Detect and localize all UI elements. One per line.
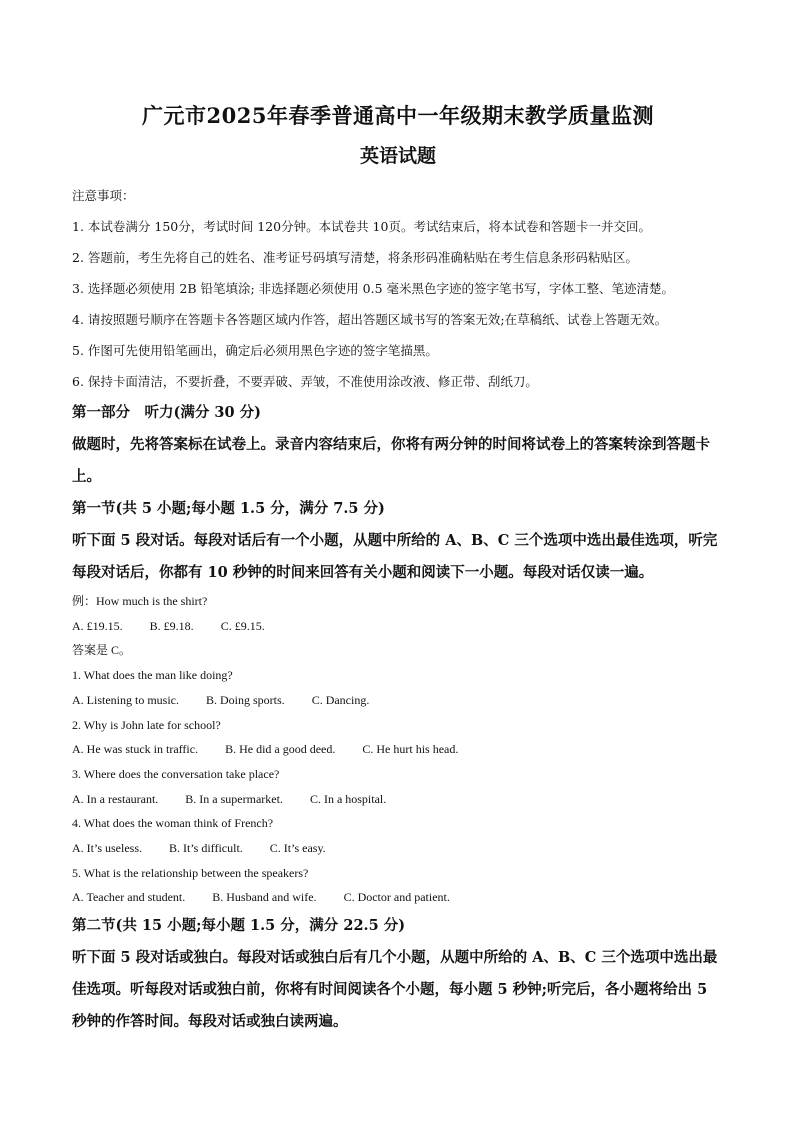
option-c: C. Dancing. [311,692,370,707]
question-1: 1. What does the man like doing? [72,668,233,683]
section2-heading: 第二节(共 15 小题;每小题 1.5 分，满分 22.5 分) [72,917,406,935]
notice-item-1: 1. 本试卷满分 150分，考试时间 120分钟。本试卷共 10页。考试结束后，将本试卷和答题卡一并交回。 [72,219,651,234]
option-c: C. In a hospital. [309,791,387,806]
question-2: 2. Why is John late for school? [72,717,221,732]
question-2-options [72,737,724,762]
question-5-options [72,885,724,910]
notice-block [72,180,724,397]
exam-page [72,100,724,1038]
option-c: C. Doctor and patient. [343,890,450,905]
option-a: A. He was stuck in traffic. [72,742,199,757]
example-answer: 答案是 C。 [72,643,132,658]
question-4: 4. What does the woman think of French? [72,816,274,831]
question-4-options [72,836,724,861]
section1-heading: 第一节(共 5 小题;每小题 1.5 分，满分 7.5 分) [72,500,385,517]
option-c: C. It’s easy. [269,841,326,856]
option-b: B. He did a good deed. [225,742,336,757]
option-a: A. Listening to music. [72,692,179,707]
part1-instruction: 做题时，先将答案标在试卷上。录音内容结束后，你将有两分钟的时间将试卷上的答案转涂到答题卡上。 [72,436,710,485]
notice-item-2: 2. 答题前，考生先将自己的姓名、准考证号码填写清楚，将条形码准确粘贴在考生信息条形码粘贴区。 [72,250,638,265]
option-b: B. Doing sports. [206,692,285,707]
option-b: B. In a supermarket. [185,791,283,806]
option-a: A. £19.15. [72,618,123,633]
notice-heading: 注意事项： [72,188,135,203]
option-a: A. In a restaurant. [72,791,159,806]
option-c: C. He hurt his head. [362,742,459,757]
question-1-options [72,688,724,713]
page-title: 广元市2025年春季普通高中一年级期末教学质量监测 [142,103,654,128]
option-b: B. Husband and wife. [212,890,317,905]
question-5: 5. What is the relationship between the speakers? [72,865,309,880]
page-subtitle: 英语试题 [359,145,436,167]
section2-instruction: 听下面 5 段对话或独白。每段对话或独白后有几个小题，从题中所给的 A、B、C 三个选项中选出最佳选项。听每段对话或独白前，你将有时间阅读各个小题，每小题 5 秒钟;听完后，各小题将给出 5 秒钟的作答时间。每段对话或独白读两遍。 [72,949,718,1031]
example-question: 例：How much is the shirt? [72,594,208,608]
section1-instruction: 听下面 5 段对话。每段对话后有一个小题，从题中所给的 A、B、C 三个选项中选出最佳选项，听完每段对话后，你都有 10 秒钟的时间来回答有关小题和阅读下一小题。每段对话仅读一遍。 [72,532,718,581]
option-b: B. It’s difficult. [169,841,243,856]
notice-item-3: 3. 选择题必须使用 2B 铅笔填涂; 非选择题必须使用 0.5 毫米黑色字迹的签字笔书写，字体工整、笔迹清楚。 [72,281,674,296]
option-a: A. It’s useless. [72,841,142,856]
notice-item-4: 4. 请按照题号顺序在答题卡各答题区域内作答，超出答题区域书写的答案无效;在草稿纸、试卷上答题无效。 [72,312,668,327]
notice-item-6: 6. 保持卡面清洁，不要折叠，不要弄破、弄皱，不准使用涂改液、修正带、刮纸刀。 [72,374,538,389]
question-3: 3. Where does the conversation take place? [72,766,280,781]
option-c: C. £9.15. [220,618,265,633]
question-3-options [72,787,724,812]
example-options [72,614,724,639]
notice-item-5: 5. 作图可先使用铅笔画出，确定后必须用黑色字迹的签字笔描黑。 [72,343,438,358]
part1-heading: 第一部分 听力(满分 30 分) [72,404,261,421]
option-a: A. Teacher and student. [72,890,186,905]
option-b: B. £9.18. [149,618,194,633]
